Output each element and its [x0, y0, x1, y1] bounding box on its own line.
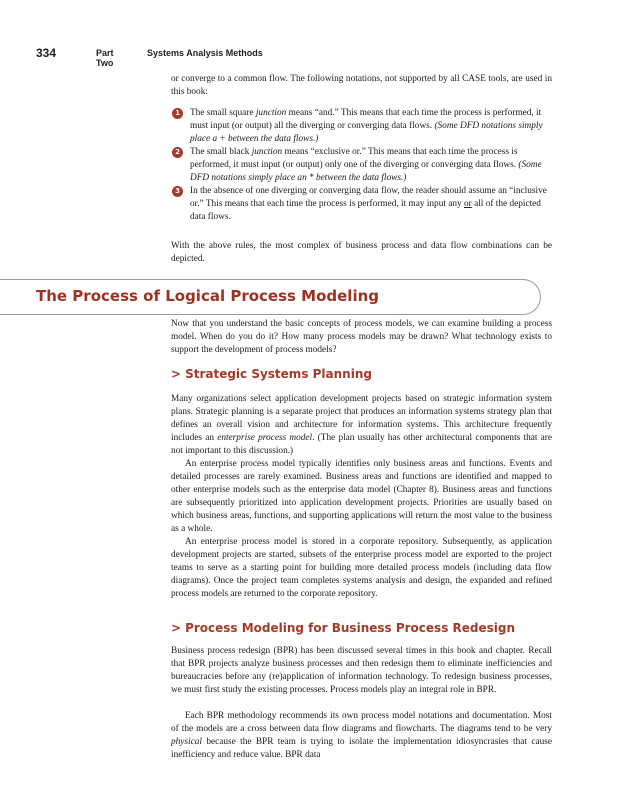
subheading-bpr: > Process Modeling for Business Process Redesign [171, 621, 516, 635]
list-item: 2 The small black junction means “exclusive or.” This means that each time the process is performed, it must input (or output) only one of the diverging or converging data flows. (Some DFD notations simply place an * between the data flows.) [171, 146, 553, 185]
strategic-paragraph-1: Many organizations select application development projects based on strategic information system plans. Strategic planning is a separate project that produces an information systems strategy plan that defines an overall vision and architecture for information systems. This architecture frequently includes an enterprise process model. (The plan usually has other architectural components that are not important to this discussion.) [171, 394, 553, 456]
part-label: Part Two [96, 48, 114, 68]
subheading-strategic: > Strategic Systems Planning [171, 367, 372, 381]
bpr-paragraph-2: Each BPR methodology recommends its own process model notations and documentation. Most of the models are a cross between data flow diagrams and flowcharts. The diagrams tend to be very physical because the BPR team is trying to isolate the implementation idiosyncrasies that cause inefficiency and reduce value. BPR data [171, 711, 552, 760]
number-badge-icon: 3 [172, 186, 183, 197]
intro-paragraph: or converge to a common flow. The following notations, not supported by all CASE tools, are used in this book: [171, 74, 552, 97]
strategic-paragraph-2: An enterprise process model typically identifies only business areas and functions. Events and detailed processes are rarely examined. Business areas and functions are identified and mapped to other enterprise models such as the enterprise data model (Chapter 8). Business areas and functions are subsequently prioritized into application development projects. Priorities are usually based on which business areas, functions, and supporting applications will return the most value to the business as a whole. [171, 459, 552, 534]
section-intro-paragraph: Now that you understand the basic concepts of process models, we can examine building a process model. When do you do it? How many process models may be drawn? What technology exists to support the development of process models? [171, 319, 552, 355]
number-badge-icon: 2 [172, 147, 183, 158]
notation-list [171, 107, 553, 224]
bpr-paragraph-1: Business process redesign (BPR) has been discussed several times in this book and chapter. Recall that BPR projects analyze business processes and then redesign them to eliminate inefficiencies and bureaucracies before any (re)application of information technology. To redesign business processes, we must first study the existing processes. Process models play an integral role in BPR. [171, 646, 552, 695]
strategic-paragraph-3: An enterprise process model is stored in a corporate repository. Subsequently, as application development projects are started, subsets of the enterprise process model are exported to the project teams to serve as a starting point for building more detailed process models (including data flow diagrams). Once the project team completes systems analysis and design, the expanded and refined process models are returned to the corporate repository. [171, 537, 552, 599]
section-label: Systems Analysis Methods [147, 48, 263, 58]
list-item: 1 The small square junction means “and.” This means that each time the process is performed, it must input (or output) all the diverging or converging data flows. (Some DFD notations simply place a + between the data flows.) [171, 107, 553, 146]
list-item: 3 In the absence of one diverging or converging data flow, the reader should assume an “inclusive or.” This means that each time the process is performed, it may input any or all of the depicted data flows. [171, 185, 553, 224]
chevron-right-icon: > [171, 367, 182, 381]
closing-paragraph: With the above rules, the most complex of business process and data flow combinations can be depicted. [171, 241, 552, 264]
number-badge-icon: 1 [172, 108, 183, 119]
section-title: The Process of Logical Process Modeling [36, 287, 380, 305]
chevron-right-icon: > [171, 621, 182, 635]
page-number: 334 [36, 46, 57, 60]
